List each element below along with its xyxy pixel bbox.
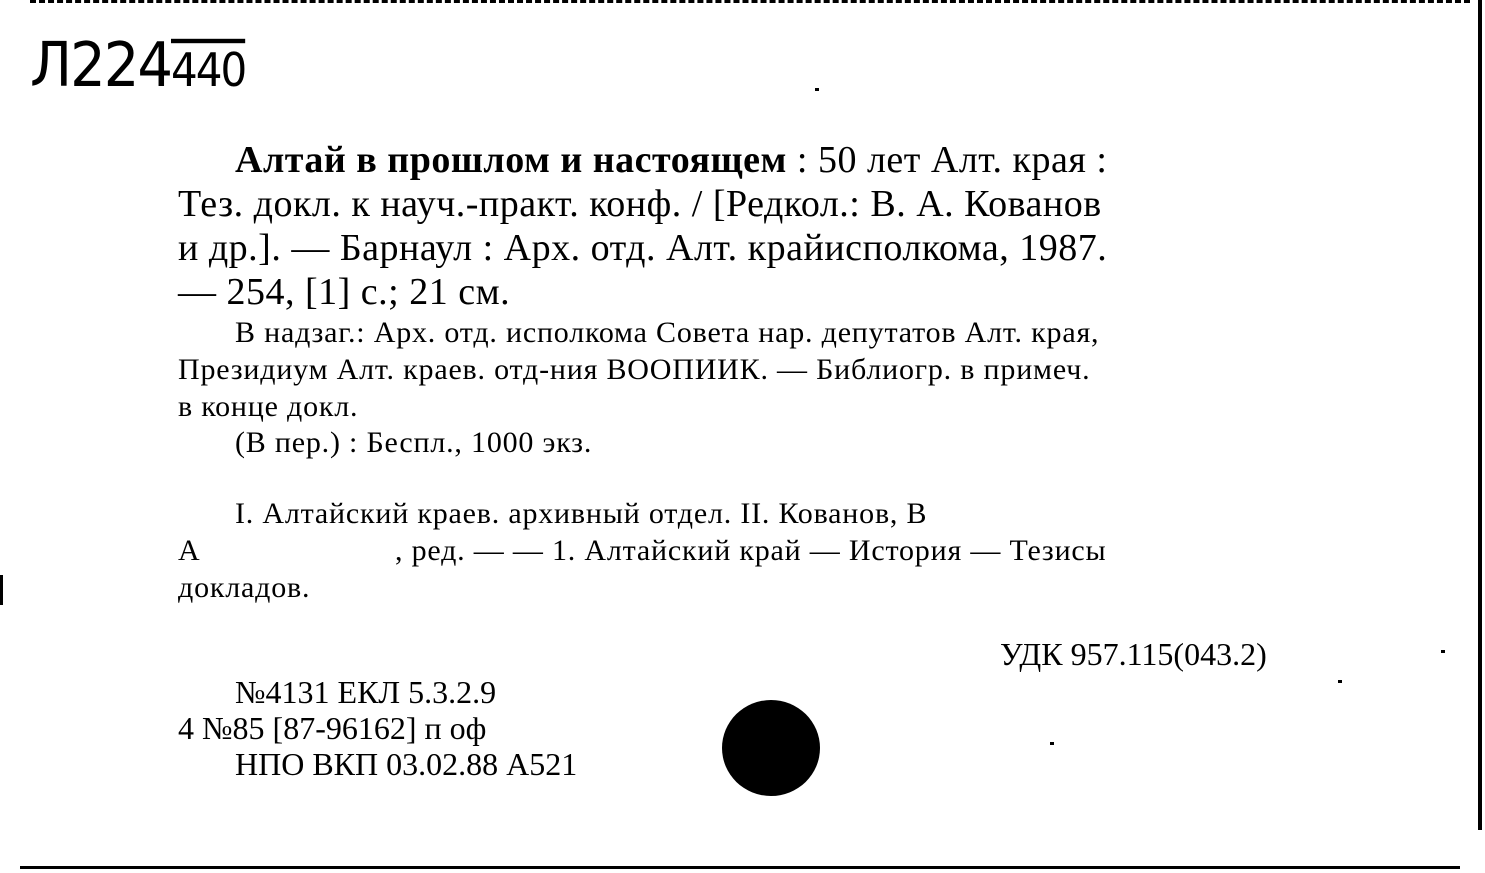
shelfmark-main: Л224 (30, 30, 171, 102)
code-line-3: НПО ВКП 03.02.88 А521 (235, 746, 578, 782)
card-top-border (30, 0, 1470, 3)
code-line-1: №4131 ЕКЛ 5.3.2.9 (235, 674, 497, 710)
card-bottom-border (20, 866, 1460, 869)
entry-line-3: и др.]. — Барнаул : Арх. отд. Алт. крайисполкома, 1987. (178, 227, 1108, 269)
punch-hole-dot (722, 700, 820, 796)
entry-line-4: — 254, [1] с.; 21 см. (178, 271, 511, 313)
note-line-3: в конце докл. (178, 390, 359, 423)
tracing-line-2a: А (178, 534, 201, 567)
note-line-4: (В пер.) : Беспл., 1000 экз. (235, 426, 593, 459)
udc-classification: УДК 957.115(043.2) (1000, 636, 1267, 672)
entry-line-2: Тез. докл. к науч.-практ. конф. / [Редкол.: В. А. Кованов (178, 183, 1102, 225)
shelfmark (30, 30, 245, 102)
speck-mark (1050, 742, 1054, 745)
note-line-2: Президиум Алт. краев. отд-ния ВООПИИК. — Библиогр. в примеч. (178, 353, 1091, 386)
card-right-border (1478, 0, 1482, 830)
note-line-1: В надзаг.: Арх. отд. исполкома Совета нар. депутатов Алт. края, (235, 316, 1100, 349)
tracing-line-1: I. Алтайский краев. архивный отдел. II. Кованов, В (235, 497, 928, 530)
entry-title: Алтай в прошлом и настоящем (235, 139, 787, 181)
speck-mark (815, 88, 819, 91)
entry-title-line (235, 138, 1107, 182)
tracing-line-3: докладов. (178, 571, 311, 604)
entry-title-rest: : 50 лет Алт. края : (786, 139, 1108, 181)
shelfmark-sub: 440 (171, 43, 246, 98)
code-line-2: 4 №85 [87-96162] п оф (178, 710, 487, 746)
tracing-line-2b: , ред. — — 1. Алтайский край — История — Тезисы (395, 534, 1107, 567)
card-left-edge-mark (0, 575, 3, 605)
speck-mark (1338, 680, 1342, 683)
speck-mark (1441, 650, 1445, 653)
